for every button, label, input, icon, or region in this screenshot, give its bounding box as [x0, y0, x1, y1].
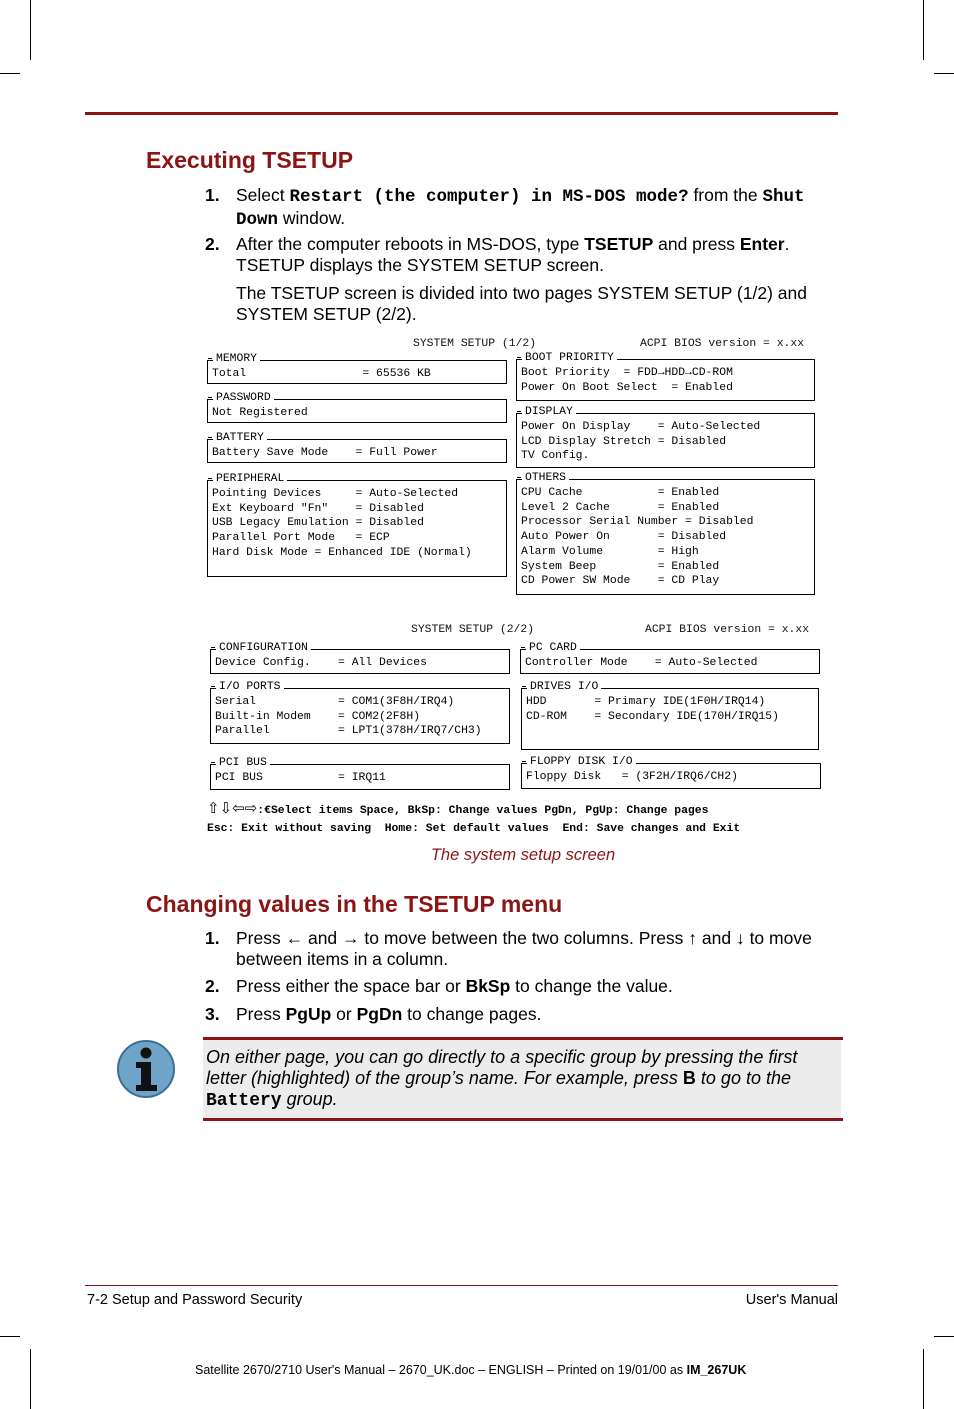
crop-mark [30, 1349, 31, 1409]
configuration-group: CONFIGURATION Device Config. = All Devices [210, 649, 510, 674]
section-title-executing: Executing TSETUP [146, 147, 354, 173]
others-group: OTHERS CPU Cache = Enabled Level 2 Cache = Enabled Processor Serial Number = Disabled Auto Power On = Disabled Alarm Volume = High System Beep = Enabled CD Power SW Mode = CD Play [516, 479, 815, 595]
step-number: 2. [205, 976, 220, 996]
footer-rule [85, 1285, 838, 1286]
info-icon [116, 1039, 176, 1099]
pci-bus-group: PCI BUS PCI BUS = IRQ11 [210, 764, 510, 790]
step-number: 2. [205, 234, 220, 254]
figure-caption: The system setup screen [430, 846, 616, 864]
drives-io-group: DRIVES I/O HDD = Primary IDE(1F0H/IRQ14) CD-ROM = Secondary IDE(170H/IRQ15) [521, 688, 819, 750]
step-text: Press either the space bar or BkSp to change the value. [236, 976, 673, 996]
io-ports-group: I/O PORTS Serial = COM1(3F8H/IRQ4) Built-in Modem = COM2(2F8H) Parallel = LPT1(378H/IRQ7/CH3) [210, 688, 510, 744]
peripheral-group: PERIPHERAL Pointing Devices = Auto-Selected Ext Keyboard "Fn" = Disabled USB Legacy Emulation = Disabled Parallel Port Mode = ECP Hard Disk Mode = Enhanced IDE (Normal) [207, 480, 507, 577]
step-text: Select Restart (the computer) in MS-DOS mode? from the Shut Down window. [236, 185, 805, 230]
note-text: On either page, you can go directly to a specific group by pressing the first letter (highlighted) of the group’s name. For example, press B to go to the Battery group. [206, 1047, 798, 1111]
crop-mark [30, 0, 31, 60]
step-text: After the computer reboots in MS-DOS, type TSETUP and press Enter. TSETUP displays the SYSTEM SETUP screen. [236, 234, 790, 275]
password-group: PASSWORD Not Registered [207, 399, 507, 423]
crop-mark [0, 73, 20, 74]
note-box [203, 1040, 841, 1118]
print-line: Satellite 2670/2710 User's Manual – 2670_UK.doc – ENGLISH – Printed on 19/01/00 as IM_267UK [195, 1363, 747, 1377]
boot-priority-group: BOOT PRIORITY Boot Priority = FDD→HDD→CD-ROM Power On Boot Select = Enabled [516, 359, 815, 401]
top-rule [85, 112, 838, 115]
footer-right: User's Manual [745, 1292, 838, 1308]
pc-card-group: PC CARD Controller Mode = Auto-Selected [520, 649, 820, 674]
section-title-changing: Changing values in the TSETUP menu [146, 891, 563, 917]
step-number: 3. [205, 1004, 220, 1024]
screen2-title: SYSTEM SETUP (2/2) [411, 624, 535, 636]
crop-mark [923, 1349, 924, 1409]
step-number: 1. [205, 928, 220, 948]
crop-mark [934, 73, 954, 74]
arrow-keys-icon: ⇧⇩⇦⇨ [207, 799, 258, 817]
floppy-disk-group: FLOPPY DISK I/O Floppy Disk = (3F2H/IRQ6/CH2) [521, 763, 821, 789]
screen1-acpi: ACPI BIOS version = x.xx [640, 338, 805, 350]
key-help-line-2: Esc: Exit without saving Home: Set default values End: Save changes and Exit [207, 823, 741, 835]
footer-left: 7-2 Setup and Password Security [87, 1292, 303, 1308]
crop-mark [0, 1336, 20, 1337]
memory-group: MEMORY Total = 65536 KB [207, 360, 507, 384]
step-number: 1. [205, 185, 220, 205]
battery-group: BATTERY Battery Save Mode = Full Power [207, 439, 507, 463]
crop-mark [923, 0, 924, 60]
screen1-title: SYSTEM SETUP (1/2) [413, 338, 537, 350]
crop-mark [934, 1336, 954, 1337]
screen2-acpi: ACPI BIOS version = x.xx [645, 624, 810, 636]
display-group: DISPLAY Power On Display = Auto-Selected LCD Display Stretch = Disabled TV Config. [516, 413, 815, 468]
step-text: Press ← and → to move between the two columns. Press ↑ and ↓ to move between items in a column. [236, 928, 812, 969]
step-text: Press PgUp or PgDn to change pages. [236, 1004, 542, 1024]
key-help-line-1: ⇧⇩⇦⇨:€Select items Space, BkSp: Change values PgDn, PgUp: Change pages [207, 799, 709, 817]
note-bottom-rule [203, 1118, 843, 1121]
